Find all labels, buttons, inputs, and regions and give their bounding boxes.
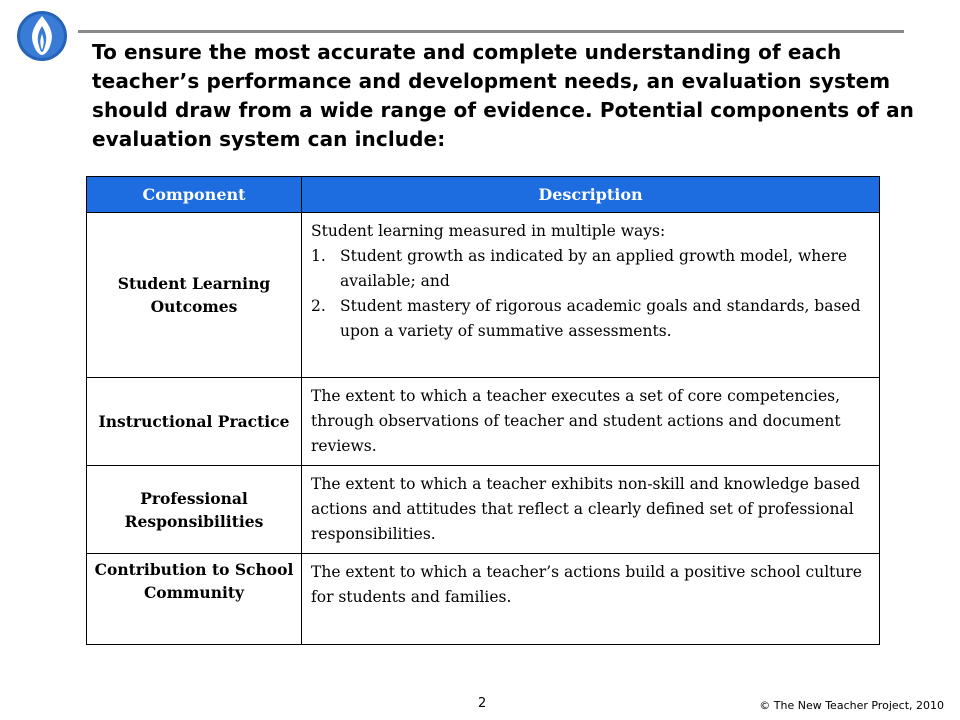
components-table xyxy=(86,176,880,645)
top-divider xyxy=(78,30,904,33)
component-cell: Professional Responsibilities xyxy=(87,466,302,554)
component-cell: Instructional Practice xyxy=(87,378,302,466)
flame-logo-icon xyxy=(14,8,70,64)
description-list xyxy=(311,244,871,344)
list-item-text: Student mastery of rigorous academic goals and standards, based upon a variety of summative assessments. xyxy=(340,297,861,340)
intro-heading: To ensure the most accurate and complete understanding of each teacher’s performance and development needs, an evaluation system should draw from a wide range of evidence. Potential components of an evaluation system can include: xyxy=(92,40,915,151)
list-item-number: 1. xyxy=(311,247,326,265)
table-header-row xyxy=(87,177,880,213)
list-item-number: 2. xyxy=(311,297,326,315)
description-cell: The extent to which a teacher exhibits non-skill and knowledge based actions and attitudes that reflect a clearly defined set of professional responsibilities. xyxy=(302,466,880,554)
description-cell: The extent to which a teacher’s actions build a positive school culture for students and families. xyxy=(302,554,880,645)
header-description: Description xyxy=(302,177,880,213)
description-cell: The extent to which a teacher executes a set of core competencies, through observations of teacher and student actions and document reviews. xyxy=(302,378,880,466)
list-item xyxy=(311,244,871,294)
table-row xyxy=(87,554,880,645)
page-number: 2 xyxy=(478,696,487,711)
component-cell: Contribution to School Community xyxy=(87,554,302,645)
description-intro: Student learning measured in multiple ways: xyxy=(311,222,666,240)
list-item-text: Student growth as indicated by an applied growth model, where available; and xyxy=(340,247,848,290)
table-row xyxy=(87,213,880,378)
description-cell xyxy=(302,213,880,378)
table-row xyxy=(87,466,880,554)
header-component: Component xyxy=(87,177,302,213)
copyright-notice: © The New Teacher Project, 2010 xyxy=(759,699,944,712)
list-item xyxy=(311,294,871,344)
table-row xyxy=(87,378,880,466)
component-cell: Student Learning Outcomes xyxy=(87,213,302,378)
